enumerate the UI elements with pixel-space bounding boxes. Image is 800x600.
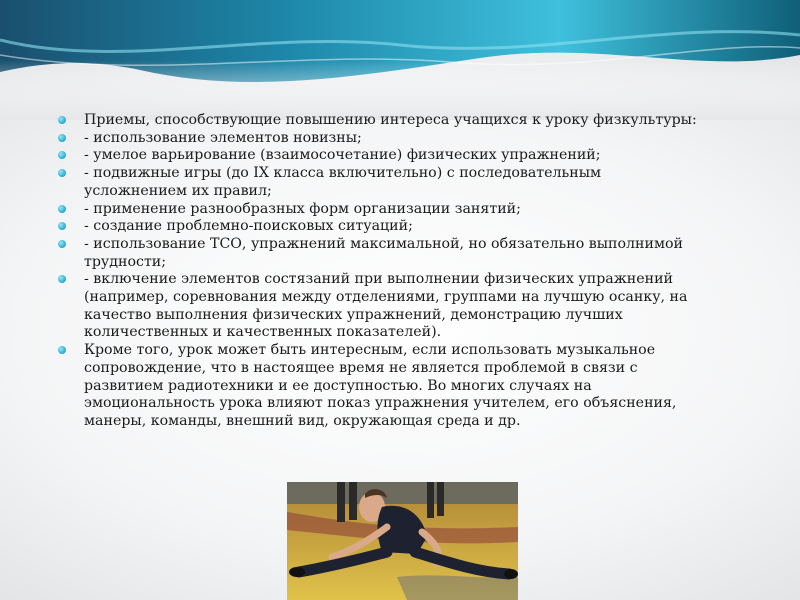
- bullet-icon: [58, 205, 66, 213]
- bullet-icon: [58, 275, 66, 283]
- list-item: [58, 130, 698, 148]
- list-item-text: - подвижные игры (до IX класса включительно) с последовательным усложнением их правил;: [84, 165, 602, 199]
- list-item-text: - включение элементов состязаний при выполнении физических упражнений (например, соревнования между отделениями, группами на лучшую осанку, на качество выполнения физических упражнений, демонстрацию лучших количественных и качественных показателей).: [84, 271, 688, 341]
- list-item: [58, 218, 698, 236]
- list-item: [58, 112, 698, 130]
- list-item: [58, 236, 698, 271]
- bullet-icon: [58, 240, 66, 248]
- list-item: [58, 342, 698, 431]
- list-item-text: Приемы, способствующие повышению интереса учащихся к уроку физкультуры:: [84, 112, 697, 128]
- list-item-text: - использование ТСО, упражнений максимальной, но обязательно выполнимой трудности;: [84, 235, 684, 270]
- gym-photo-illustration: [287, 482, 518, 600]
- bullet-icon: [58, 151, 66, 159]
- bullet-icon: [58, 116, 66, 124]
- bullet-list: [58, 112, 698, 431]
- bullet-icon: [58, 169, 66, 177]
- list-item-text: Кроме того, урок может быть интересным, если использовать музыкальное сопровождение, что в настоящее время не является проблемой в связи с развитием радиотехники и ее доступностью. Во многих случаях на эмоциональность урока влияют показ упражнения учителем, его объяснения, манеры, команды, внешний вид, окружающая среда и др.: [84, 342, 677, 429]
- list-item: [58, 147, 698, 165]
- gym-photo: [287, 482, 518, 600]
- bullet-icon: [58, 134, 66, 142]
- list-item: [58, 165, 698, 200]
- list-item: [58, 271, 698, 342]
- list-item-text: - умелое варьирование (взаимосочетание) физических упражнений;: [84, 147, 601, 164]
- bullet-icon: [58, 346, 66, 354]
- list-item-text: - применение разнообразных форм организации занятий;: [84, 200, 521, 217]
- decorative-wave-band: [0, 0, 800, 120]
- list-item: [58, 201, 698, 219]
- list-item-text: - создание проблемно-поисковых ситуаций;: [84, 218, 413, 235]
- bullet-icon: [58, 222, 66, 230]
- list-item-text: - использование элементов новизны;: [84, 129, 362, 146]
